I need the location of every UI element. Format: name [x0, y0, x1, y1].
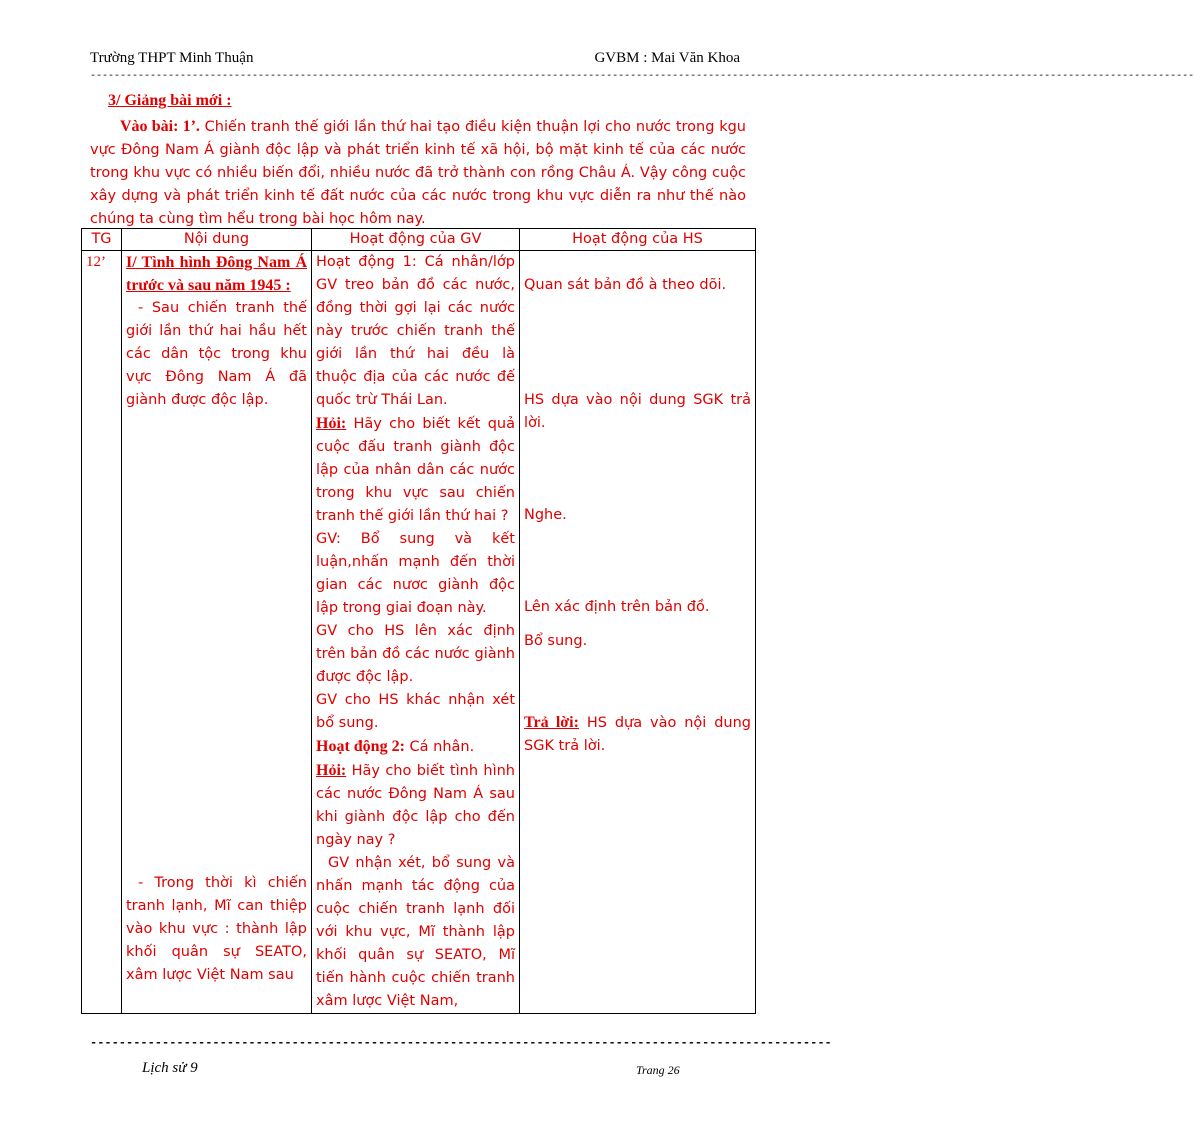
- intro-paragraph: [90, 115, 746, 231]
- hs-response-3: Nghe.: [524, 507, 567, 523]
- cell-gv: [312, 251, 520, 1014]
- page-header: [90, 50, 740, 70]
- gv-para-7: Hỏi: Hãy cho biết tình hình các nước Đông Nam Á sau khi giành độc lập cho đến ngày nay ?: [316, 762, 515, 848]
- hs-answer-label: Trả lời:: [524, 714, 579, 731]
- gv-para-1: Hoạt động 1: Cá nhân/lớp GV treo bản đồ các nước, đồng thời gợi lại các nước này trước chiến tranh thế giới lần thứ hai đều là thuộc địa của các nước đế quốc trừ Thái Lan.: [316, 254, 515, 408]
- table-row: [82, 251, 756, 1014]
- gv-question-label-2: Hỏi:: [316, 762, 347, 779]
- header-gv: Hoạt động của GV: [312, 229, 520, 251]
- header-hs: Hoạt động của HS: [520, 229, 756, 251]
- gv-activity-label: Hoạt động 2:: [316, 738, 405, 755]
- footer-page-number: Trang 26: [636, 1063, 680, 1077]
- gv-question-label: Hỏi:: [316, 415, 347, 432]
- hs-response-1: Quan sát bản đồ à theo dõi.: [524, 277, 727, 293]
- gv-para-8: GV nhận xét, bổ sung và nhấn mạnh tác động của cuộc chiến tranh lạnh đối với khu vực, Mĩ thành lập khối quân sự SEATO, Mĩ tiến hành cuộc chiến tranh xâm lược Việt Nam,: [316, 855, 515, 1009]
- hs-response-6: Trả lời: HS dựa vào nội dung SGK trả lời.: [524, 714, 751, 754]
- content-para-2: - Trong thời kì chiến tranh lạnh, Mĩ can thiệp vào khu vực : thành lập khối quân sự SEATO, xâm lược Việt Nam sau: [126, 875, 307, 983]
- content-para-1: - Sau chiến tranh thế giới lần thứ hai hầu hết các dân tộc trong khu vực Đông Nam Á đã giành được độc lập.: [126, 300, 307, 408]
- gv-para-4: GV cho HS lên xác định trên bản đồ các nước giành được độc lập.: [316, 623, 515, 685]
- footer-subject: Lịch sử 9: [142, 1060, 198, 1076]
- gv-para-3: GV: Bổ sung và kết luận,nhấn mạnh đến thời gian các nươc giành độc lập trong giai đoạn này.: [316, 531, 515, 616]
- section-heading: I/ Tình hình Đông Nam Á trước và sau năm 1945 :: [126, 254, 307, 294]
- header-noi-dung: Nội dung: [122, 229, 312, 251]
- teacher-name: GVBM : Mai Văn Khoa: [594, 50, 740, 66]
- gv-para-5: GV cho HS khác nhận xét bổ sung.: [316, 692, 515, 731]
- hs-response-5: Bổ sung.: [524, 633, 588, 649]
- school-name: Trường THPT Minh Thuận: [90, 50, 254, 66]
- header-tg: TG: [82, 229, 122, 251]
- cell-time: 12’: [82, 251, 122, 1014]
- hs-response-4: Lên xác định trên bản đồ.: [524, 599, 710, 615]
- lesson-table: [81, 228, 756, 1014]
- gv-para-6: Hoạt động 2: Cá nhân.: [316, 738, 475, 755]
- header-divider: ----------------------------------------------------------------------------------------------------------------------------------------------------------------------------------------: [90, 71, 1194, 82]
- hs-response-2: HS dựa vào nội dung SGK trả lời.: [524, 392, 751, 431]
- cell-hs: [520, 251, 756, 1014]
- section-title: 3/ Giảng bài mới :: [108, 92, 232, 109]
- intro-label: Vào bài: 1’.: [120, 118, 200, 135]
- table-header-row: [82, 229, 756, 251]
- content-spacer: [126, 412, 307, 872]
- gv-para-2: Hỏi: Hãy cho biết kết quả cuộc đấu tranh giành độc lập của nhân dân các nước trong khu vực sau chiến tranh thế giới lần thứ hai ?: [316, 415, 515, 524]
- intro-text: Chiến tranh thế giới lần thứ hai tạo điều kiện thuận lợi cho nước trong kgu vực Đông Nam Á giành độc lập và phát triển kinh tế xã hội, bộ mặt kinh tế của các nước trong khu vực có nhiều biến đổi, nhiều nước đã trở thành con rồng Châu Á. Vậy công cuộc xây dựng và phát triển kinh tế đất nước của các nước trong khu vực diễn ra như thế nào chúng ta cùng tìm hểu trong bài học hôm nay.: [90, 119, 746, 227]
- footer-divider: -------------------------------------------------------------------------------------------------------: [90, 1036, 832, 1050]
- cell-noi-dung: [122, 251, 312, 1014]
